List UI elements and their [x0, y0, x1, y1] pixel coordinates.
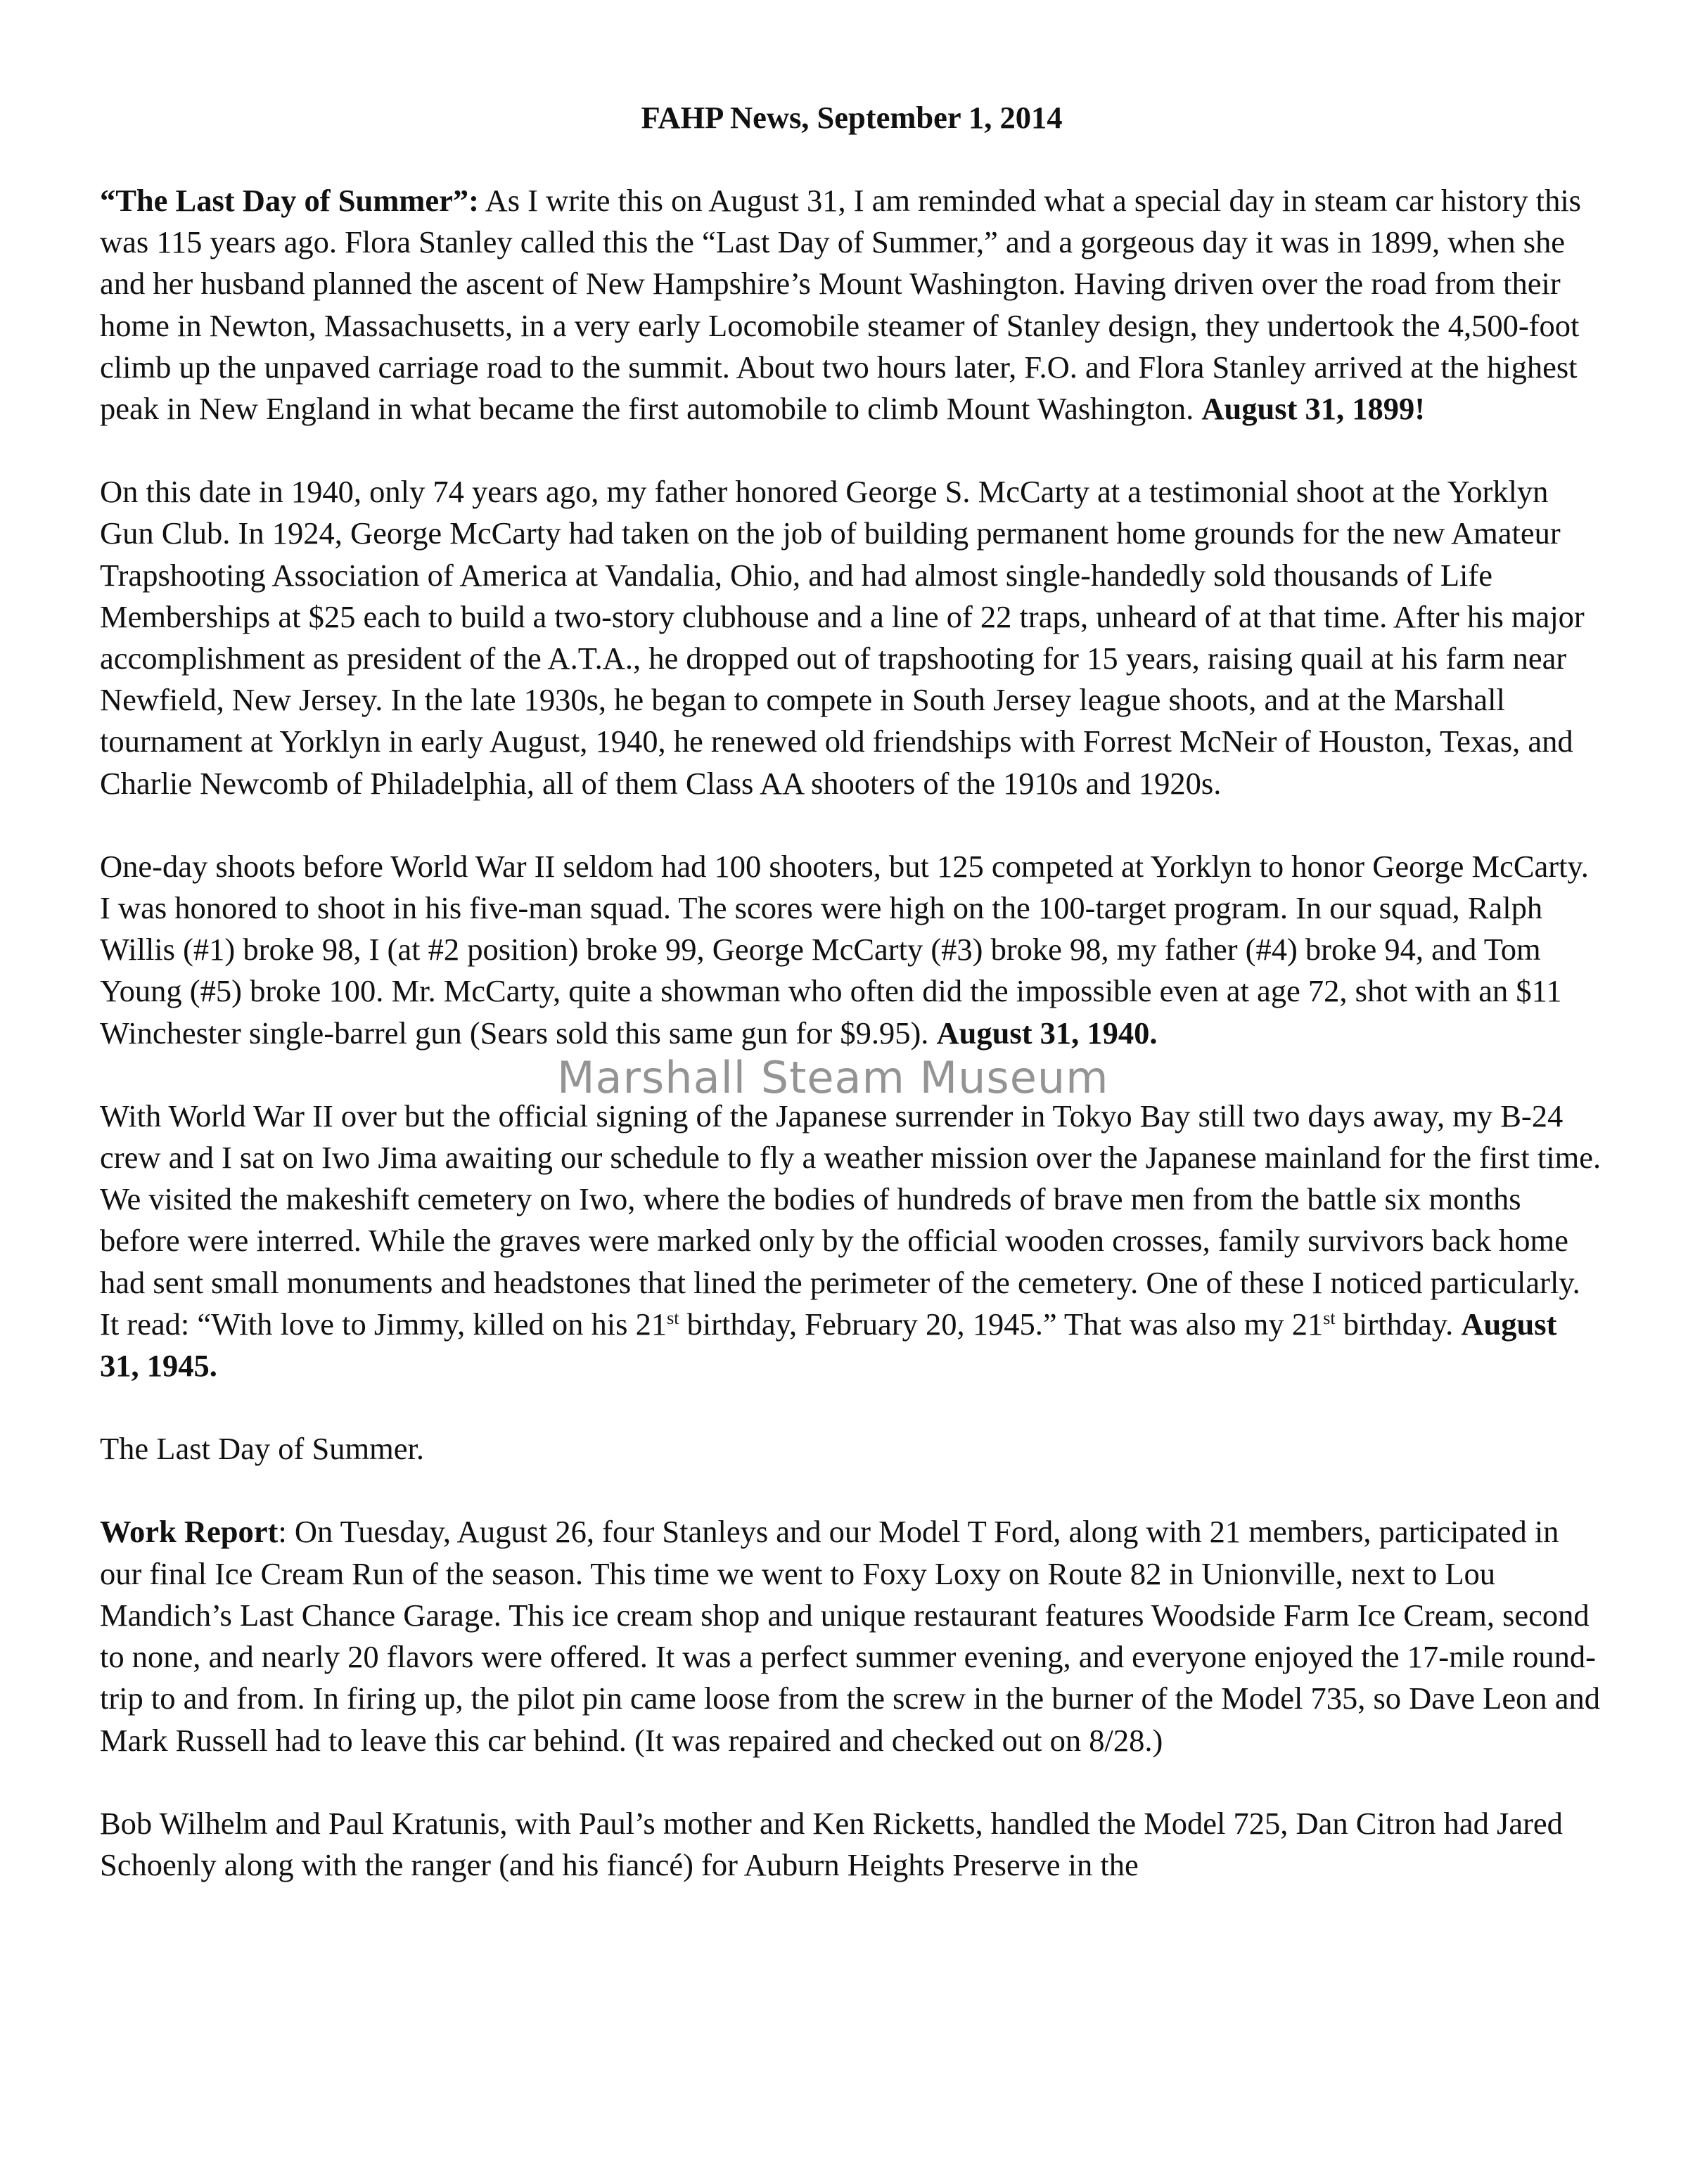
paragraph-mccarty — [100, 471, 1604, 804]
date-highlight: August 31, 1940. — [936, 1015, 1158, 1051]
paragraph-text: The Last Day of Summer. — [100, 1431, 424, 1467]
superscript: st — [667, 1307, 679, 1328]
paragraph-text: With World War II over but the official signing of the Japanese surrender in Tokyo Bay still two days away, my B-24 crew and I sat on Iwo Jima awaiting our schedule to fly a weather mission over the Japanese mainland for the first time. We visited the makeshift cemetery on Iwo, where the bodies of hundreds of brave men from the battle six months before were interred. While the graves were marked only by the official wooden crosses, family survivors back home had sent small monuments and headstones that lined the perimeter of the cemetery. One of these I noticed particularly. It read: “With love to Jimmy, killed on his 21 — [100, 1098, 1601, 1342]
paragraph-closing-line — [100, 1428, 1604, 1470]
paragraph-text: As I write this on August 31, I am reminded what a special day in steam car history this was 115 years ago. Flora Stanley called this the “Last Day of Summer,” and a gorgeous day it was in 1899, when she and her husband planned the ascent of New Hampshire’s Mount Washington. Having driven over the road from their home in Newton, Massachusetts, in a very early Locomobile steamer of Stanley design, they undertook the 4,500-foot climb up the unpaved carriage road to the summit. About two hours later, F.O. and Flora Stanley arrived at the highest peak in New England in what became the first automobile to climb Mount Washington. — [100, 183, 1582, 427]
watermark: Marshall Steam Museum — [557, 1052, 1109, 1103]
paragraph-iwo-jima — [100, 1096, 1604, 1387]
paragraph-text: : On Tuesday, August 26, four Stanleys and our Model T Ford, along with 21 members, participated in our final Ice Cream Run of the season. This time we went to Foxy Loxy on Route 82 in Unionville, next to Lou Mandich’s Last Chance Garage. This ice cream shop and unique restaurant features Woodside Farm Ice Cream, second to none, and nearly 20 flavors were offered. It was a perfect summer evening, and everyone enjoyed the 17-mile round-trip to and from. In firing up, the pilot pin came loose from the screw in the burner of the Model 735, so Dave Leon and Mark Russell had to leave this car behind. (It was repaired and checked out on 8/28.) — [100, 1514, 1600, 1758]
date-highlight: August 31, 1899! — [1201, 391, 1426, 427]
paragraph-text: birthday. — [1335, 1306, 1462, 1342]
section-heading: Work Report — [100, 1514, 279, 1550]
paragraph-last-day-of-summer — [100, 180, 1604, 430]
paragraph-work-report — [100, 1511, 1604, 1761]
section-heading: “The Last Day of Summer”: — [100, 183, 479, 218]
paragraph-text: Bob Wilhelm and Paul Kratunis, with Paul’s mother and Ken Ricketts, handled the Model 725, Dan Citron had Jared Schoenly along with the ranger (and his fiancé) for Auburn Heights Preserve in the — [100, 1805, 1563, 1882]
paragraph-text: One-day shoots before World War II seldom had 100 shooters, but 125 competed at Yorklyn to honor George McCarty. I was honored to shoot in his five-man squad. The scores were high on the 100-target program. In our squad, Ralph Willis (#1) broke 98, I (at #2 position) broke 99, George McCarty (#3) broke 98, my father (#4) broke 94, and Tom Young (#5) broke 100. Mr. McCarty, quite a showman who often did the impossible even at age 72, shot with an $11 Winchester single-barrel gun (Sears sold this same gun for $9.95). — [100, 848, 1589, 1051]
paragraph-one-day-shoots — [100, 846, 1604, 1054]
newsletter-title: FAHP News, September 1, 2014 — [641, 100, 1063, 135]
date-highlight: August 31, 1945. — [100, 1306, 1557, 1384]
document-page — [100, 97, 1604, 1927]
paragraph-text: birthday, February 20, 1945.” That was also my 21 — [679, 1306, 1324, 1342]
superscript: st — [1323, 1307, 1336, 1328]
paragraph-text: On this date in 1940, only 74 years ago, my father honored George S. McCarty at a testimonial shoot at the Yorklyn Gun Club. In 1924, George McCarty had taken on the job of building permanent home grounds for the new Amateur Trapshooting Association of America at Vandalia, Ohio, and had almost single-handedly sold thousands of Life Memberships at $25 each to build a two-story clubhouse and a line of 22 traps, unheard of at that time. After his major accomplishment as president of the A.T.A., he dropped out of trapshooting for 15 years, raising quail at his farm near Newfield, New Jersey. In the late 1930s, he began to compete in South Jersey league shoots, and at the Marshall tournament at Yorklyn in early August, 1940, he renewed old friendships with Forrest McNeir of Houston, Texas, and Charlie Newcomb of Philadelphia, all of them Class AA shooters of the 1910s and 1920s. — [100, 474, 1585, 801]
paragraph-ice-cream-run-cars — [100, 1803, 1604, 1886]
